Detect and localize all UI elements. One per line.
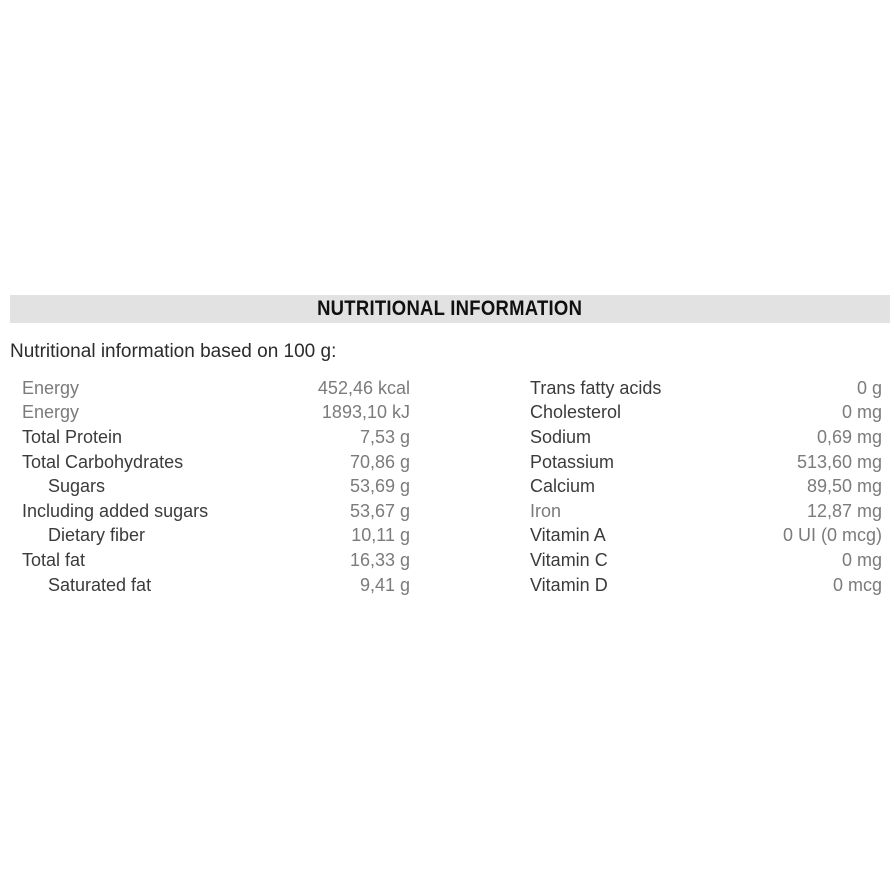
nutrient-label: Total Protein: [22, 426, 123, 447]
table-row: [22, 499, 410, 524]
nutrient-value: 0,69 mg: [816, 426, 882, 447]
nutrient-value: 16,33 g: [349, 549, 410, 570]
table-row: [530, 401, 882, 426]
nutrient-label: Vitamin C: [530, 549, 608, 570]
nutrient-label: Energy: [22, 377, 80, 398]
nutrient-value: 53,67 g: [349, 500, 410, 521]
nutrient-value: 70,86 g: [349, 451, 410, 472]
nutrient-label: Dietary fiber: [48, 525, 146, 546]
nutrient-value: 0 mcg: [832, 574, 882, 595]
table-row: [530, 376, 882, 401]
nutrient-label: Sodium: [530, 426, 592, 447]
nutrient-value: 452,46 kcal: [317, 377, 410, 398]
nutrient-value: 0 mg: [841, 402, 882, 423]
nutrient-value: 89,50 mg: [806, 476, 882, 497]
table-row: [530, 548, 882, 573]
nutrient-label: Saturated fat: [48, 574, 152, 595]
table-row: [530, 425, 882, 450]
table-row: [530, 573, 882, 598]
nutrient-label: Vitamin D: [530, 574, 608, 595]
table-row: [22, 425, 410, 450]
nutrient-value: 0 g: [856, 377, 882, 398]
nutrient-value: 0 mg: [841, 549, 882, 570]
table-row: [22, 573, 410, 598]
nutrient-label: Cholesterol: [530, 402, 622, 423]
section-title: NUTRITIONAL INFORMATION: [317, 297, 583, 320]
nutrient-value: 7,53 g: [359, 426, 410, 447]
table-row: [530, 474, 882, 499]
table-row: [530, 524, 882, 549]
nutrient-value: 9,41 g: [359, 574, 410, 595]
nutrient-value: 10,11 g: [351, 525, 410, 546]
nutrient-value: 0 UI (0 mcg): [782, 525, 882, 546]
nutrient-label: Potassium: [530, 451, 615, 472]
table-row: [22, 450, 410, 475]
table-row: [22, 548, 410, 573]
section-title-bar: [10, 295, 890, 323]
table-row: [22, 376, 410, 401]
nutrient-label: Calcium: [530, 476, 596, 497]
nutrient-label: Total fat: [22, 549, 86, 570]
nutrient-label: Total Carbohydrates: [22, 451, 184, 472]
nutrient-value: 53,69 g: [349, 476, 410, 497]
table-row: [530, 499, 882, 524]
nutrition-column-right: [530, 376, 882, 597]
table-row: [22, 524, 410, 549]
table-row: [22, 474, 410, 499]
nutrient-label: Trans fatty acids: [530, 377, 662, 398]
nutrition-column-left: [22, 376, 410, 597]
nutrient-label: Sugars: [48, 476, 106, 497]
table-row: [22, 401, 410, 426]
nutrient-label: Vitamin A: [530, 525, 606, 546]
nutrient-value: 12,87 mg: [806, 500, 882, 521]
nutrient-label: Energy: [22, 402, 80, 423]
nutrient-value: 513,60 mg: [796, 451, 882, 472]
basis-subtitle: Nutritional information based on 100 g:: [10, 341, 337, 362]
nutrient-label: Iron: [530, 500, 562, 521]
nutrient-label: Including added sugars: [22, 500, 209, 521]
nutrient-value: 1893,10 kJ: [321, 402, 410, 423]
table-row: [530, 450, 882, 475]
